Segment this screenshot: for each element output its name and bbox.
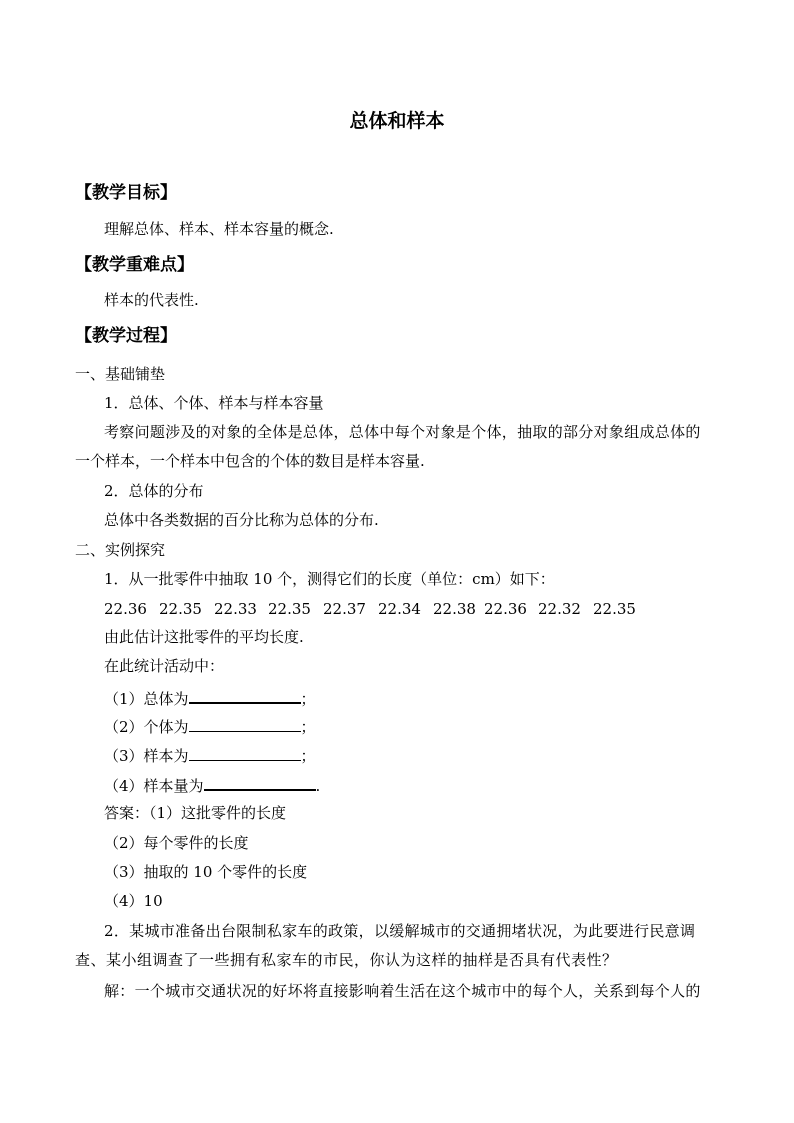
example1-intro: 在此统计活动中：	[104, 657, 225, 675]
fill-blank	[189, 745, 301, 761]
semicolon: ；	[300, 718, 316, 736]
semicolon: ；	[300, 690, 316, 708]
fill-blank	[189, 716, 301, 732]
part1-item1-line2: 一个样本，一个样本中包含的个体的数目是样本容量.	[75, 452, 425, 470]
measurement: 22.35	[268, 600, 311, 618]
question-1-label: （1）总体为	[104, 690, 189, 708]
heading-process: 【教学过程】	[75, 326, 177, 346]
answer-2: （2）每个零件的长度	[104, 834, 249, 852]
heading-keypoints: 【教学重难点】	[75, 255, 194, 275]
question-2	[104, 716, 316, 737]
semicolon: ；	[300, 747, 316, 765]
part2-heading: 二、实例探究	[75, 541, 166, 559]
measurement: 22.36	[104, 600, 147, 618]
part1-item2-title: 2．总体的分布	[104, 482, 204, 500]
fill-blank	[204, 774, 316, 791]
measurement: 22.34	[378, 600, 421, 618]
question-1	[104, 687, 316, 709]
measurement-list	[0, 599, 794, 619]
example1-title: 1．从一批零件中抽取 10 个，测得它们的长度（单位：cm）如下：	[104, 570, 555, 588]
question-4	[104, 774, 320, 796]
answer-4: （4）10	[104, 892, 163, 910]
question-2-label: （2）个体为	[104, 718, 189, 736]
measurement: 22.36	[484, 600, 527, 618]
solution-line1: 解：一个城市交通状况的好坏将直接影响着生活在这个城市中的每个人，关系到每个人的	[104, 982, 701, 1000]
measurement: 22.37	[323, 600, 366, 618]
measurement: 22.35	[159, 600, 202, 618]
part1-item2-text: 总体中各类数据的百分比称为总体的分布.	[104, 511, 379, 529]
period: .	[315, 777, 321, 795]
page-title: 总体和样本	[349, 110, 445, 132]
question-3	[104, 745, 316, 766]
part1-item1-line1: 考察问题涉及的对象的全体是总体，总体中每个对象是个体，抽取的部分对象组成总体的	[104, 423, 701, 441]
fill-blank	[189, 687, 301, 704]
part1-heading: 一、基础铺垫	[75, 365, 166, 383]
heading-objectives: 【教学目标】	[75, 183, 177, 203]
answer-3: （3）抽取的 10 个零件的长度	[104, 863, 308, 881]
question-3-label: （3）样本为	[104, 747, 189, 765]
measurement: 22.33	[214, 600, 257, 618]
measurement: 22.38	[433, 600, 476, 618]
measurement: 22.35	[593, 600, 636, 618]
objectives-text: 理解总体、样本、样本容量的概念.	[104, 220, 334, 238]
example2-line1: 2．某城市准备出台限制私家车的政策，以缓解城市的交通拥堵状况，为此要进行民意调	[104, 922, 696, 940]
example2-line2: 查、某小组调查了一些拥有私家车的市民，你认为这样的抽样是否具有代表性？	[75, 951, 618, 969]
example1-question: 由此估计这批零件的平均长度.	[104, 628, 304, 646]
answer-1: 答案：（1）这批零件的长度	[104, 804, 287, 822]
part1-item1-title: 1．总体、个体、样本与样本容量	[104, 394, 324, 412]
question-4-label: （4）样本量为	[104, 777, 204, 795]
measurement: 22.32	[538, 600, 581, 618]
keypoints-text: 样本的代表性.	[104, 291, 199, 309]
